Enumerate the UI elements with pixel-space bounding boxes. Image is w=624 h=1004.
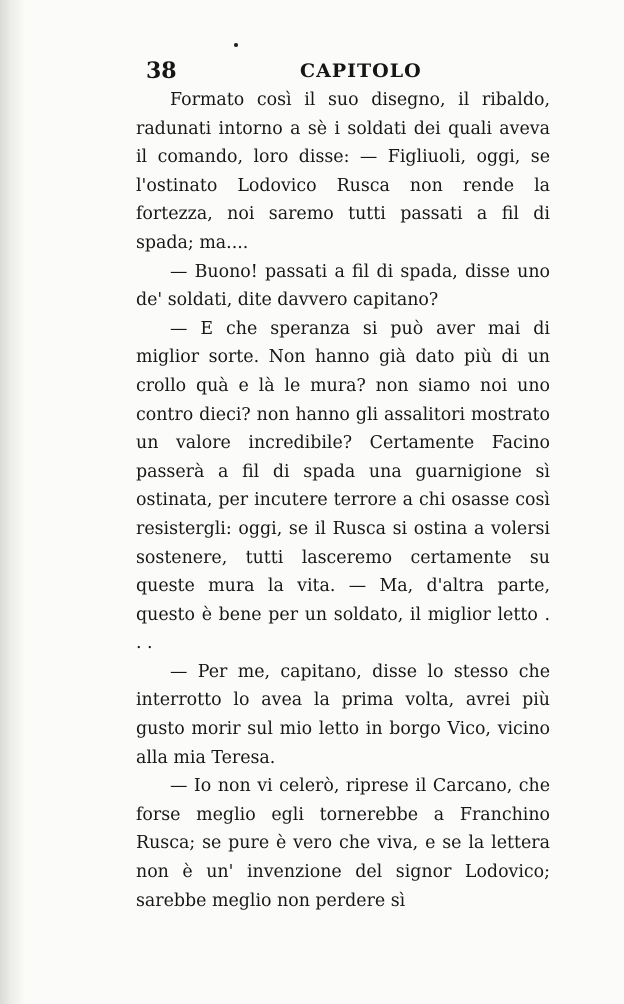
page-edge-shadow [0, 0, 26, 1004]
page-number: 38 [146, 58, 177, 84]
paragraph-2: — Buono! passati a fil di spada, disse uno de' soldati, dite davvero capitano? [136, 261, 550, 311]
paragraph-5: — Io non vi celerò, riprese il Carcano, che forse meglio egli tornerebbe a Franchino Rusca; se pure è vero che viva, e se la lettera non è un' invenzione del signor Lodovico; sarebbe meglio non perdere sì [136, 776, 550, 911]
body-text [136, 86, 550, 915]
paragraph-3: — E che speranza si può aver mai di miglior sorte. Non hanno già dato più di un crollo quà e là le mura? non siamo noi uno contro dieci? non hanno gli assalitori mostrato un valore incredibile? Certamente Facino passerà a fil di spada una guarnigione sì ostinata, per incutere terrore a chi osasse così resistergli: oggi, se il Rusca si ostina a volersi sostenere, tutti lasceremo certamente su queste mura la vita. — Ma, d'altra parte, questo è bene per un soldato, il miglior letto . . . [136, 318, 550, 654]
ink-speck [234, 43, 238, 47]
paragraph-1: Formato così il suo disegno, il ribaldo, radunati intorno a sè i soldati dei quali aveva il comando, loro disse: — Figliuoli, oggi, se l'ostinato Lodovico Rusca non rende la fortezza, noi saremo tutti passati a fil di spada; ma.... [136, 90, 550, 253]
running-head [146, 58, 546, 88]
chapter-title: CAPITOLO [300, 60, 422, 82]
paragraph-4: — Per me, capitano, disse lo stesso che interrotto lo avea la prima volta, avrei più gusto morir sul mio letto in borgo Vico, vicino alla mia Teresa. [136, 661, 550, 768]
